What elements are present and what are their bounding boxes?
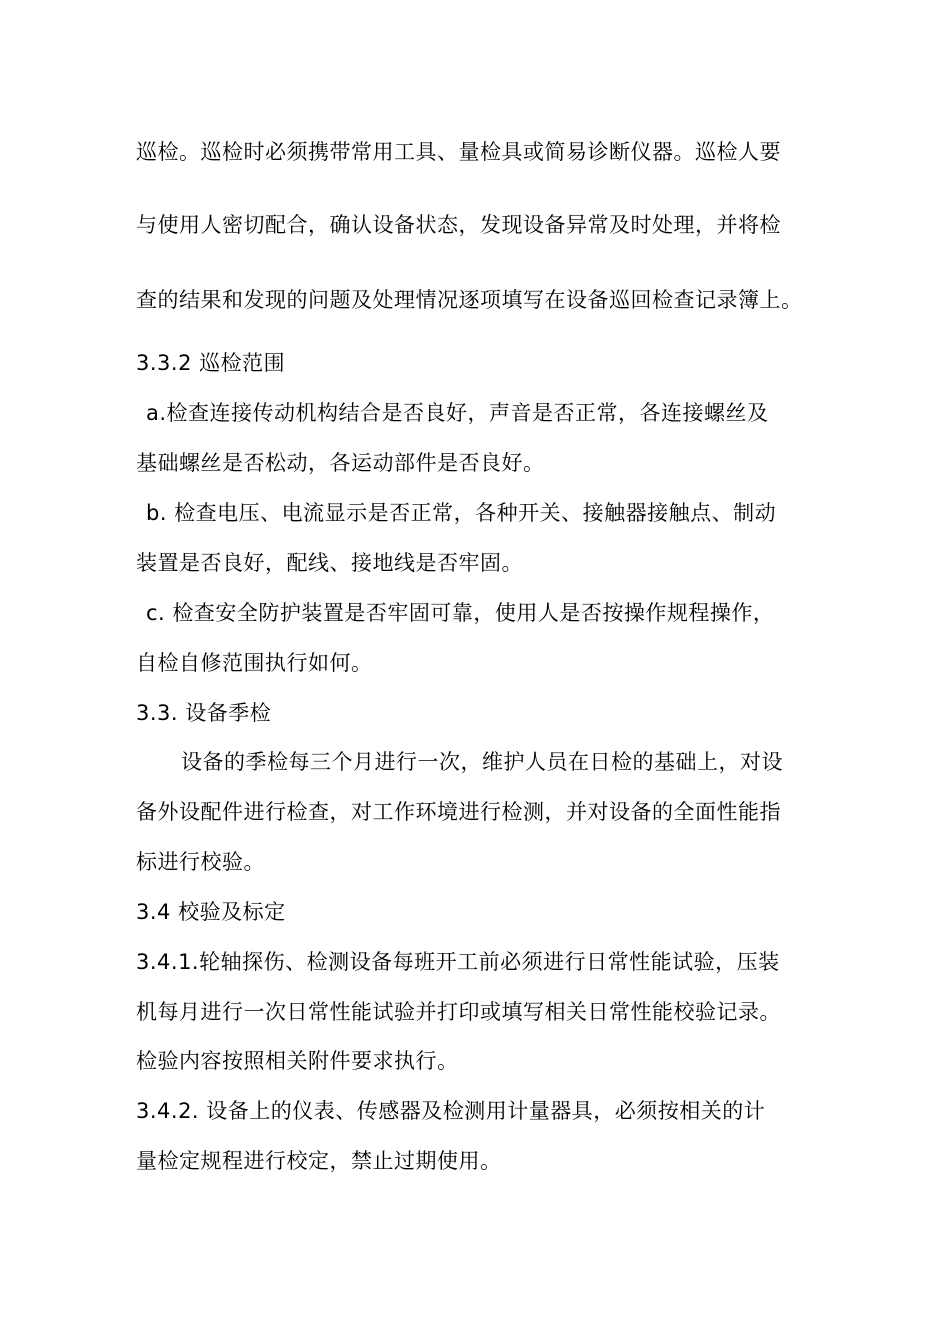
paragraph-line: 巡检。巡检时必须携带常用工具、量检具或简易诊断仪器。巡检人要 (136, 140, 781, 164)
list-item-c: c. 检查安全防护装置是否牢固可靠，使用人是否按操作规程操作， (146, 601, 775, 625)
section-heading: 3.3.2 巡检范围 (136, 351, 286, 375)
list-item-a: a.检查连接传动机构结合是否良好，声音是否正常，各连接螺丝及 (146, 401, 769, 425)
paragraph-line: 基础螺丝是否松动，各运动部件是否良好。 (136, 451, 545, 475)
paragraph-line: 自检自修范围执行如何。 (136, 651, 373, 675)
list-item-b: b. 检查电压、电流显示是否正常，各种开关、接触器接触点、制动 (146, 501, 777, 525)
paragraph-line: 设备的季检每三个月进行一次，维护人员在日检的基础上，对设 (181, 750, 783, 774)
paragraph-line: 机每月进行一次日常性能试验并打印或填写相关日常性能校验记录。 (136, 1000, 781, 1024)
paragraph-line: 3.4.2. 设备上的仪表、传感器及检测用计量器具，必须按相关的计 (136, 1099, 766, 1123)
paragraph-line: 备外设配件进行检查，对工作环境进行检测，并对设备的全面性能指 (136, 800, 781, 824)
section-heading: 3.3. 设备季检 (136, 701, 272, 725)
paragraph-line: 查的结果和发现的问题及处理情况逐项填写在设备巡回检查记录簿上。 (136, 288, 803, 312)
paragraph-line: 量检定规程进行校定，禁止过期使用。 (136, 1149, 502, 1173)
section-heading: 3.4 校验及标定 (136, 900, 286, 924)
paragraph-line: 装置是否良好，配线、接地线是否牢固。 (136, 551, 523, 575)
paragraph-line: 标进行校验。 (136, 850, 265, 874)
paragraph-line: 与使用人密切配合，确认设备状态，发现设备异常及时处理，并将检 (136, 213, 781, 237)
paragraph-line: 检验内容按照相关附件要求执行。 (136, 1049, 459, 1073)
paragraph-line: 3.4.1.轮轴探伤、检测设备每班开工前必须进行日常性能试验，压装 (136, 950, 780, 974)
